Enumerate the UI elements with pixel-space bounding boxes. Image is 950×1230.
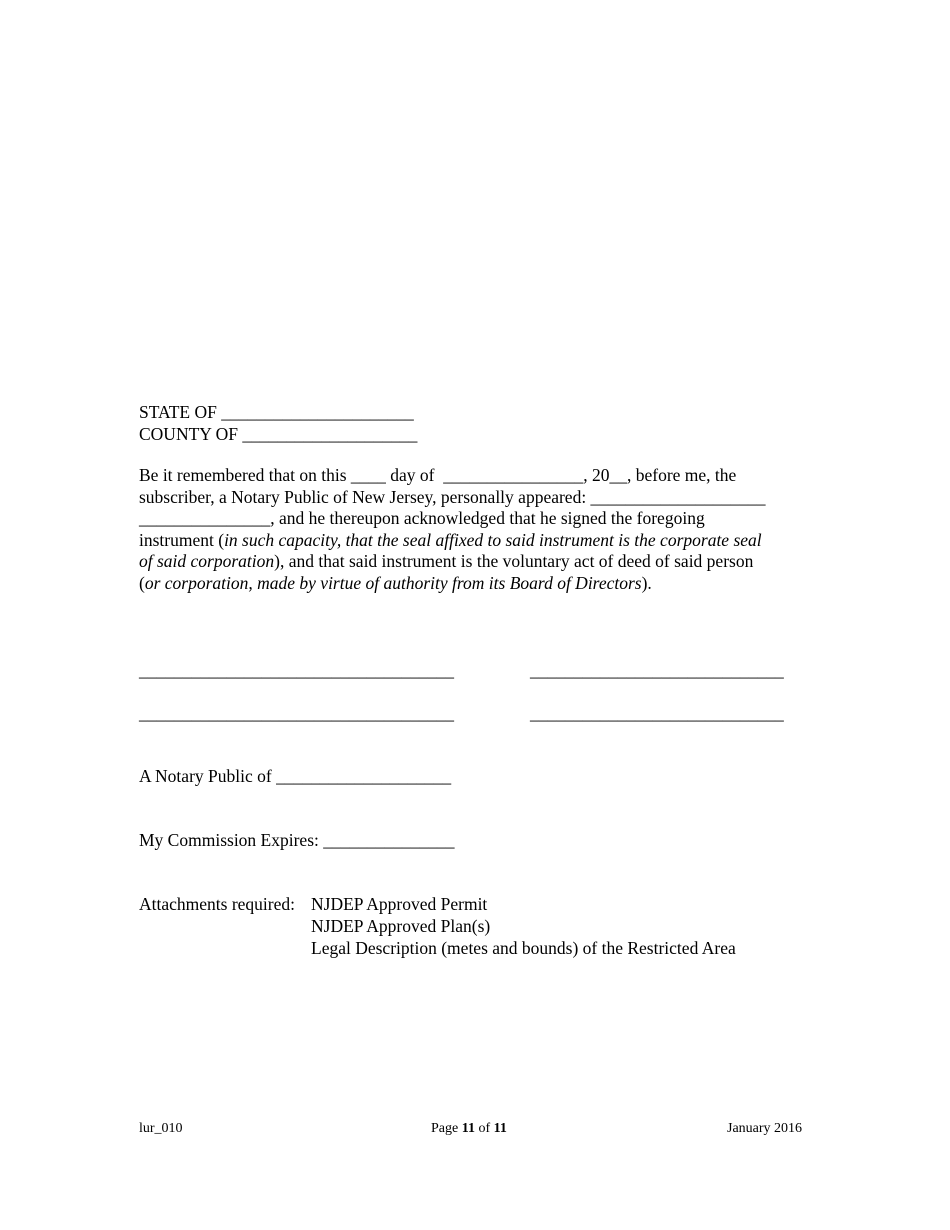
ack-line-5-roman: ), and that said instrument is the voluntary act of deed of said person — [274, 551, 754, 571]
county-line: COUNTY OF ____________________ — [139, 424, 418, 444]
ack-line-4-italic: in such capacity, that the seal affixed to said instrument is the corporate seal — [224, 529, 762, 550]
acknowledgment-paragraph — [139, 465, 819, 594]
signature-line-row2-left: ____________________________________ — [139, 703, 454, 723]
ack-line-6-italic: or corporation, made by virtue of authority from its Board of Directors — [144, 572, 642, 593]
attachments-label: Attachments required: — [139, 894, 300, 914]
ack-line-4 — [139, 530, 819, 552]
ack-line-6 — [139, 573, 819, 595]
commission-expires: My Commission Expires: _______________ — [139, 830, 455, 850]
page-of: of — [474, 1121, 494, 1136]
footer-date: January 2016 — [727, 1121, 803, 1136]
footer-form-id: lur_010 — [139, 1121, 183, 1136]
page-current: 11 — [461, 1121, 475, 1136]
attachment-item: Legal Description (metes and bounds) of the Restricted Area — [311, 938, 736, 958]
page-prefix: Page — [431, 1121, 462, 1136]
ack-line-4-roman: instrument ( — [139, 529, 225, 550]
signature-line-row1-right: _____________________________ — [530, 660, 784, 680]
ack-line-5 — [139, 551, 819, 573]
state-line: STATE OF ______________________ — [139, 402, 414, 422]
page-total: 11 — [493, 1121, 507, 1136]
signature-line-row1-left: ____________________________________ — [139, 660, 454, 680]
notary-public-of: A Notary Public of ____________________ — [139, 766, 452, 786]
ack-line-1: Be it remembered that on this ____ day of ________________, 20__, before me, the — [139, 465, 737, 485]
footer-page-number — [431, 1120, 507, 1138]
ack-line-5-italic: of said corporation — [139, 551, 275, 571]
ack-line-2: subscriber, a Notary Public of New Jersey, personally appeared: ____________________ — [139, 486, 766, 507]
ack-line-6-close: ). — [641, 572, 652, 593]
attachment-item: NJDEP Approved Permit — [311, 894, 488, 914]
attachment-item: NJDEP Approved Plan(s) — [311, 916, 491, 936]
ack-line-6-open: ( — [139, 572, 145, 593]
signature-line-row2-right: _____________________________ — [530, 703, 784, 723]
ack-line-3: _______________, and he thereupon acknowledged that he signed the foregoing — [139, 508, 705, 528]
